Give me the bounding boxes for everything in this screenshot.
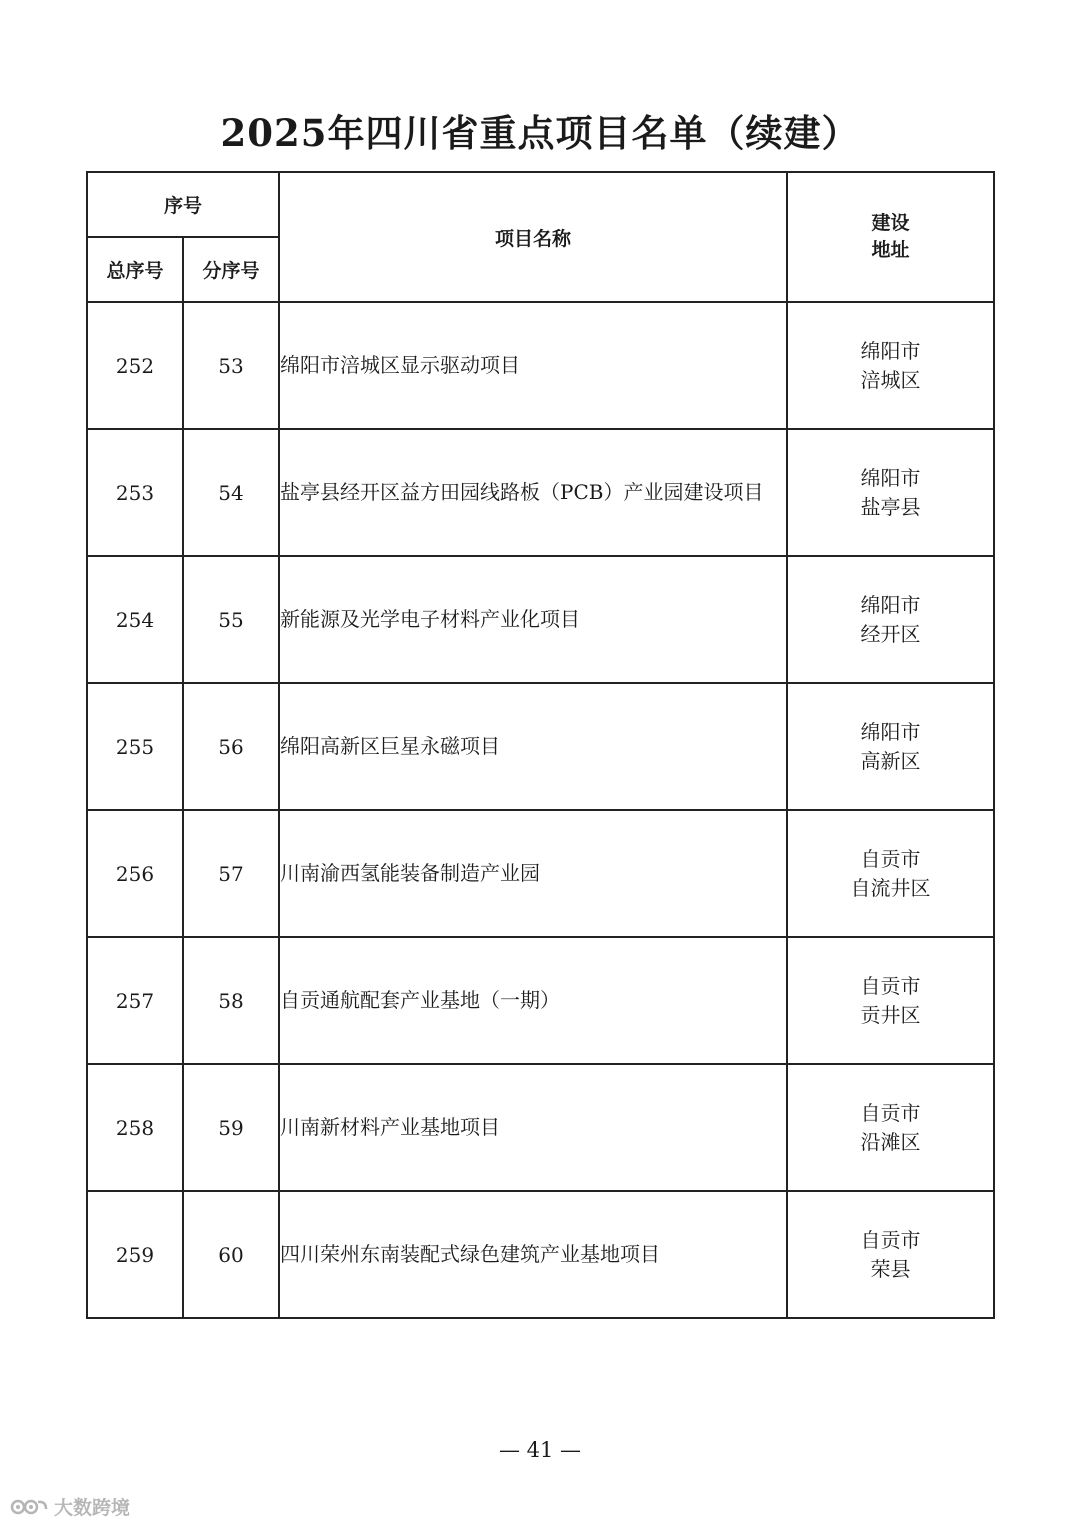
table-row [87,1064,994,1191]
watermark-text: 大数跨境 [54,1497,131,1519]
location-district: 涪城区 [860,367,921,392]
table-row [87,683,994,810]
header-project-name: 项目名称 [279,172,787,302]
page-number: — 41 — [498,1438,582,1462]
projects-table [86,171,995,1319]
table-row [87,937,994,1064]
cell-sub-seq: 54 [183,429,279,556]
location-city: 绵阳市 [860,719,921,744]
cell-total-seq: 252 [87,302,183,429]
location-city: 自贡市 [860,846,921,871]
cell-project-name: 绵阳市涪城区显示驱动项目 [279,302,787,429]
cell-location [787,810,994,937]
cell-sub-seq: 60 [183,1191,279,1318]
cell-project-name: 川南渝西氢能装备制造产业园 [279,810,787,937]
header-total-seq: 总序号 [87,237,183,302]
cell-total-seq: 256 [87,810,183,937]
cell-location [787,1191,994,1318]
cell-sub-seq: 57 [183,810,279,937]
cell-total-seq: 259 [87,1191,183,1318]
cell-location [787,429,994,556]
header-location-line1: 建设 [871,212,910,234]
cell-project-name: 自贡通航配套产业基地（一期） [279,937,787,1064]
cell-location [787,556,994,683]
header-seq-group: 序号 [87,172,279,237]
cell-project-name: 新能源及光学电子材料产业化项目 [279,556,787,683]
page-title: 2025年四川省重点项目名单（续建） [220,111,860,155]
cell-sub-seq: 55 [183,556,279,683]
cell-location [787,937,994,1064]
table-header-row [87,172,994,237]
location-city: 自贡市 [860,973,921,998]
cell-location [787,302,994,429]
location-district: 贡井区 [860,1002,921,1027]
cell-total-seq: 254 [87,556,183,683]
table-row [87,302,994,429]
table-row [87,556,994,683]
location-city: 绵阳市 [860,338,921,363]
cell-total-seq: 257 [87,937,183,1064]
location-district: 高新区 [860,748,921,773]
location-district: 沿滩区 [860,1129,921,1154]
header-location-line2: 地址 [871,239,910,261]
location-city: 自贡市 [860,1100,921,1125]
cell-total-seq: 253 [87,429,183,556]
location-district: 荣县 [870,1256,911,1281]
cell-project-name: 盐亭县经开区益方田园线路板（PCB）产业园建设项目 [279,429,787,556]
cell-project-name: 川南新材料产业基地项目 [279,1064,787,1191]
location-city: 绵阳市 [860,465,921,490]
cell-project-name: 四川荣州东南装配式绿色建筑产业基地项目 [279,1191,787,1318]
watermark-logo-icon [10,1497,50,1517]
location-city: 绵阳市 [860,592,921,617]
table-row [87,429,994,556]
cell-location [787,683,994,810]
cell-total-seq: 255 [87,683,183,810]
location-district: 盐亭县 [860,494,921,519]
location-district: 经开区 [860,621,921,646]
table-body [87,302,994,1318]
cell-location [787,1064,994,1191]
table-row [87,1191,994,1318]
cell-sub-seq: 58 [183,937,279,1064]
header-location [787,172,994,302]
table-row [87,810,994,937]
location-city: 自贡市 [860,1227,921,1252]
cell-total-seq: 258 [87,1064,183,1191]
cell-project-name: 绵阳高新区巨星永磁项目 [279,683,787,810]
cell-sub-seq: 56 [183,683,279,810]
cell-sub-seq: 53 [183,302,279,429]
cell-sub-seq: 59 [183,1064,279,1191]
location-district: 自流井区 [850,875,931,900]
watermark [10,1493,130,1520]
header-sub-seq: 分序号 [183,237,279,302]
